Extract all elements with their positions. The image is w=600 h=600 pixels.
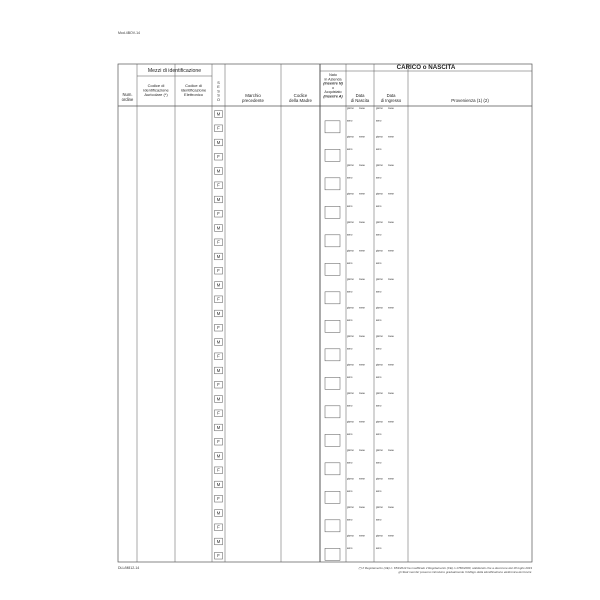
nato-acquistato-box[interactable] (325, 406, 340, 418)
date-nascita-anno-label: anno (347, 233, 353, 237)
header-data-ingresso-line-1: Data (386, 93, 396, 98)
date-ingresso-mese-label: mese (388, 477, 394, 481)
sex-female-label: F (217, 268, 220, 274)
header-data-nascita-line-2: di Nascita (350, 98, 370, 103)
sex-male-label: M (216, 453, 221, 459)
table-row (118, 136, 532, 163)
sex-female-label: F (217, 239, 220, 245)
date-nascita-mese-label: mese (359, 392, 365, 396)
date-ingresso-anno-label: anno (376, 204, 382, 208)
nato-acquistato-box[interactable] (325, 349, 340, 361)
table-row (118, 107, 532, 134)
date-nascita-mese-label: mese (359, 420, 365, 424)
header-data-nascita-line-1: Data (355, 93, 365, 98)
sex-male-label: M (216, 225, 221, 231)
header-nato-acquistato-line-6: (inserire A) (323, 94, 343, 99)
header-nato-acquistato-line-4: o (331, 85, 335, 90)
date-nascita-mese-label: mese (359, 249, 365, 253)
date-ingresso-anno-label: anno (376, 290, 382, 294)
date-ingresso-mese-label: mese (388, 278, 394, 282)
date-nascita-giorno-label: giorno (347, 534, 354, 538)
date-nascita-giorno-label: giorno (347, 107, 354, 111)
table-row (118, 449, 532, 476)
date-nascita-giorno-label: giorno (347, 506, 354, 510)
date-ingresso-mese-label: mese (388, 192, 394, 196)
date-nascita-anno-label: anno (347, 318, 353, 322)
date-nascita-anno-label: anno (347, 489, 353, 493)
header-codice-auricolare-line-1: Codice di (147, 83, 165, 88)
sex-male-label: M (216, 168, 221, 174)
date-ingresso-giorno-label: giorno (376, 278, 383, 282)
table-row (118, 164, 532, 191)
date-nascita-anno-label: anno (347, 375, 353, 379)
sex-female-label: F (217, 182, 220, 188)
date-ingresso-mese-label: mese (388, 221, 394, 225)
table-row (118, 221, 532, 248)
footnote (300, 566, 532, 574)
date-nascita-anno-label: anno (347, 404, 353, 408)
date-nascita-anno-label: anno (347, 432, 353, 436)
sex-female-label: F (217, 353, 220, 359)
sex-male-label: M (216, 367, 221, 373)
header-mezzi-di-identificazione: Mezzi di identificazione (147, 68, 202, 74)
header-sesso-letter: O (217, 97, 220, 102)
date-nascita-giorno-label: giorno (347, 477, 354, 481)
date-ingresso-anno-label: anno (376, 432, 382, 436)
nato-acquistato-box[interactable] (325, 463, 340, 475)
header-marchio-precedente-line-1: Marchio (245, 93, 261, 98)
table-rows (118, 107, 532, 562)
date-ingresso-mese-label: mese (388, 363, 394, 367)
sex-male-label: M (216, 310, 221, 316)
sex-female-label: F (217, 296, 220, 302)
date-ingresso-mese-label: mese (388, 534, 394, 538)
date-nascita-anno-label: anno (347, 546, 353, 550)
header-codice-auricolare-line-3: Auricolare (*) (144, 92, 168, 98)
sex-female-label: F (217, 154, 220, 160)
header-codice-elettronico-line-2: identificazione (180, 87, 207, 93)
sex-male-label: M (216, 481, 221, 487)
table-row (118, 250, 532, 277)
nato-acquistato-box[interactable] (325, 320, 340, 332)
date-nascita-anno-label: anno (347, 204, 353, 208)
sex-male-label: M (216, 424, 221, 430)
nato-acquistato-box[interactable] (325, 206, 340, 218)
sex-male-label: M (216, 339, 221, 345)
table-row (118, 506, 532, 533)
header-codice-auricolare-line-2: identificazione (143, 87, 169, 93)
date-ingresso-mese-label: mese (388, 135, 394, 139)
sex-male-label: M (216, 396, 221, 402)
nato-acquistato-box[interactable] (325, 548, 340, 560)
date-ingresso-giorno-label: giorno (376, 420, 383, 424)
sex-male-label: M (216, 282, 221, 288)
date-ingresso-giorno-label: giorno (376, 449, 383, 453)
nato-acquistato-box[interactable] (325, 491, 340, 503)
nato-acquistato-box[interactable] (325, 292, 340, 304)
date-ingresso-anno-label: anno (376, 176, 382, 180)
date-nascita-mese-label: mese (359, 107, 365, 111)
table-row (118, 421, 532, 448)
header-num-ordine-line-2: ordine (121, 97, 134, 102)
header-nato-acquistato-line-1: Nato (329, 73, 337, 77)
date-nascita-giorno-label: giorno (347, 449, 354, 453)
header-nato-acquistato-line-5: Acquistato (324, 90, 342, 95)
header-codice-elettronico-line-1: Codice di (185, 83, 202, 88)
date-ingresso-mese-label: mese (388, 420, 394, 424)
header-nato-acquistato-line-3: (inserire N) (323, 81, 343, 86)
table-row (118, 278, 532, 305)
date-ingresso-giorno-label: giorno (376, 107, 383, 111)
date-nascita-giorno-label: giorno (347, 306, 354, 310)
date-ingresso-anno-label: anno (376, 261, 382, 265)
date-ingresso-giorno-label: giorno (376, 192, 383, 196)
header-sesso-letter: S (217, 81, 220, 85)
date-nascita-anno-label: anno (347, 261, 353, 265)
date-nascita-anno-label: anno (347, 147, 353, 151)
date-ingresso-giorno-label: giorno (376, 221, 383, 225)
date-nascita-anno-label: anno (347, 176, 353, 180)
header-marchio-precedente-line-2: precedente (242, 98, 264, 103)
header-provenienza: Provenienza (1) (2) (451, 98, 489, 103)
date-nascita-giorno-label: giorno (347, 278, 354, 282)
date-ingresso-mese-label: mese (388, 392, 394, 396)
date-nascita-mese-label: mese (359, 506, 365, 510)
sex-female-label: F (217, 211, 220, 217)
date-ingresso-giorno-label: giorno (376, 363, 383, 367)
table-row (118, 335, 532, 362)
date-nascita-anno-label: anno (347, 119, 353, 123)
nato-acquistato-box[interactable] (325, 520, 340, 532)
date-ingresso-anno-label: anno (376, 119, 382, 123)
header-sesso-letter: E (217, 85, 220, 90)
date-nascita-giorno-label: giorno (347, 221, 354, 225)
table-header (122, 64, 490, 103)
document-code: DLL/M812-14 (118, 566, 140, 570)
nato-acquistato-box[interactable] (325, 178, 340, 190)
date-ingresso-mese-label: mese (388, 506, 394, 510)
date-nascita-giorno-label: giorno (347, 135, 354, 139)
table-row (118, 535, 532, 562)
header-codice-madre-line-1: Codice (293, 93, 308, 98)
date-nascita-anno-label: anno (347, 518, 353, 522)
date-nascita-anno-label: anno (347, 347, 353, 351)
date-ingresso-giorno-label: giorno (376, 506, 383, 510)
date-ingresso-giorno-label: giorno (376, 249, 383, 253)
nato-acquistato-box[interactable] (325, 121, 340, 133)
date-nascita-mese-label: mese (359, 164, 365, 168)
table-row (118, 478, 532, 505)
nato-acquistato-box[interactable] (325, 149, 340, 161)
sex-female-label: F (217, 410, 220, 416)
date-ingresso-mese-label: mese (388, 306, 394, 310)
date-nascita-giorno-label: giorno (347, 164, 354, 168)
date-ingresso-giorno-label: giorno (376, 306, 383, 310)
date-nascita-mese-label: mese (359, 278, 365, 282)
date-nascita-mese-label: mese (359, 534, 365, 538)
date-nascita-giorno-label: giorno (347, 420, 354, 424)
nato-acquistato-box[interactable] (325, 235, 340, 247)
sex-male-label: M (216, 510, 221, 516)
date-ingresso-mese-label: mese (388, 449, 394, 453)
date-nascita-giorno-label: giorno (347, 335, 354, 339)
nato-acquistato-box[interactable] (325, 377, 340, 389)
sex-male-label: M (216, 253, 221, 259)
sex-male-label: M (216, 538, 221, 544)
date-ingresso-giorno-label: giorno (376, 335, 383, 339)
date-ingresso-giorno-label: giorno (376, 477, 383, 481)
sex-female-label: F (217, 496, 220, 502)
date-ingresso-mese-label: mese (388, 335, 394, 339)
date-nascita-giorno-label: giorno (347, 363, 354, 367)
date-ingresso-anno-label: anno (376, 375, 382, 379)
footnote-line-1: (*) Il Regolamento (UE) n. 653/2014 ha modificato il Regolamento (CE) n.1760/2000, stabilendo che a decorrere dal 18 luglio 2019 (358, 566, 532, 570)
table-row (118, 193, 532, 220)
date-ingresso-anno-label: anno (376, 461, 382, 465)
date-nascita-anno-label: anno (347, 461, 353, 465)
footnote-line-2: gli Stati membri possono introdurre gradualmente l'obbligo della identificazione elettronica dei bovini. (398, 570, 532, 574)
sex-female-label: F (217, 382, 220, 388)
date-ingresso-mese-label: mese (388, 249, 394, 253)
date-ingresso-anno-label: anno (376, 546, 382, 550)
header-codice-madre-line-2: della Madre (289, 98, 312, 103)
table-grid-lines (118, 64, 532, 562)
date-ingresso-giorno-label: giorno (376, 164, 383, 168)
date-ingresso-anno-label: anno (376, 233, 382, 237)
date-ingresso-mese-label: mese (388, 164, 394, 168)
date-ingresso-anno-label: anno (376, 347, 382, 351)
date-ingresso-anno-label: anno (376, 489, 382, 493)
table-row (118, 364, 532, 391)
date-nascita-mese-label: mese (359, 221, 365, 225)
sex-female-label: F (217, 439, 220, 445)
table-row (118, 392, 532, 419)
sex-male-label: M (216, 139, 221, 145)
nato-acquistato-box[interactable] (325, 263, 340, 275)
date-nascita-giorno-label: giorno (347, 249, 354, 253)
date-nascita-mese-label: mese (359, 477, 365, 481)
header-nato-acquistato-line-2: in Azienda (324, 77, 342, 82)
date-nascita-mese-label: mese (359, 449, 365, 453)
date-ingresso-mese-label: mese (388, 107, 394, 111)
date-nascita-mese-label: mese (359, 335, 365, 339)
sex-female-label: F (217, 325, 220, 331)
date-ingresso-anno-label: anno (376, 518, 382, 522)
header-data-ingresso-line-2: di Ingresso (380, 98, 402, 103)
header-codice-elettronico-line-3: Elettronico (184, 92, 203, 98)
date-nascita-mese-label: mese (359, 306, 365, 310)
sex-female-label: F (217, 524, 220, 530)
header-sesso-letter: S (217, 93, 220, 98)
sex-female-label: F (217, 467, 220, 473)
sex-female-label: F (217, 553, 220, 559)
header-num-ordine-line-1: Num. (122, 92, 133, 97)
date-nascita-mese-label: mese (359, 135, 365, 139)
sex-male-label: M (216, 111, 221, 117)
date-ingresso-giorno-label: giorno (376, 135, 383, 139)
date-nascita-giorno-label: giorno (347, 392, 354, 396)
nato-acquistato-box[interactable] (325, 434, 340, 446)
date-nascita-mese-label: mese (359, 192, 365, 196)
date-ingresso-anno-label: anno (376, 318, 382, 322)
date-nascita-giorno-label: giorno (347, 192, 354, 196)
table-row (118, 307, 532, 334)
sex-female-label: F (217, 125, 220, 131)
form-code: Mod.4BOV-14 (118, 31, 140, 35)
date-nascita-mese-label: mese (359, 363, 365, 367)
date-ingresso-anno-label: anno (376, 404, 382, 408)
header-carico-o-nascita: CARICO o NASCITA (396, 64, 456, 71)
sex-male-label: M (216, 196, 221, 202)
date-ingresso-giorno-label: giorno (376, 534, 383, 538)
date-ingresso-giorno-label: giorno (376, 392, 383, 396)
date-ingresso-anno-label: anno (376, 147, 382, 151)
header-sesso-letter: S (217, 89, 220, 94)
date-nascita-anno-label: anno (347, 290, 353, 294)
